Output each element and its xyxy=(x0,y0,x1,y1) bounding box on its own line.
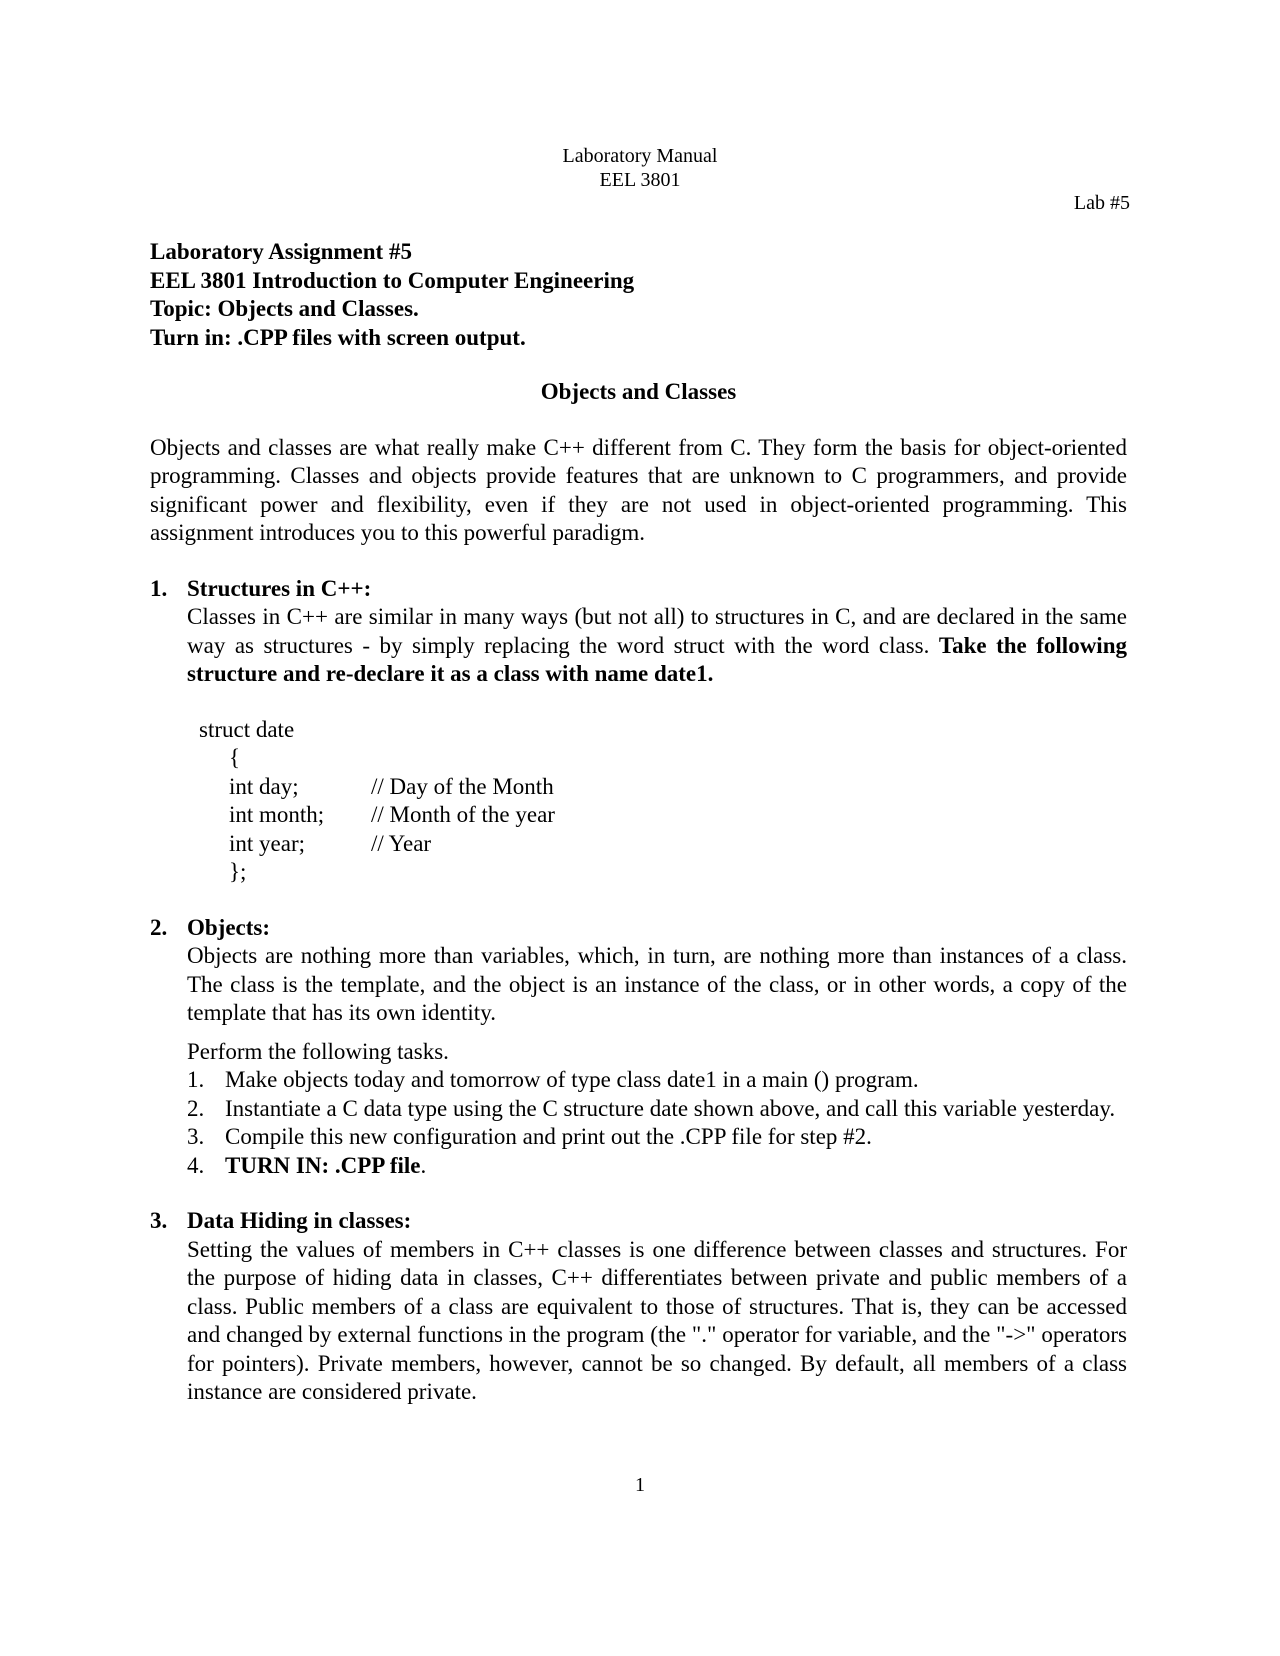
code-statement: int year; xyxy=(229,830,305,856)
section-title: Objects: xyxy=(187,914,271,940)
list-item xyxy=(187,1095,1127,1124)
code-statement: int day; xyxy=(229,773,299,799)
header-manual-title: Laboratory Manual xyxy=(562,145,718,167)
tasks-intro: Perform the following tasks. xyxy=(187,1038,449,1064)
section-instruction: Take the following structure and re-declare it as a class with name date1. xyxy=(187,632,1127,686)
list-item-text: TURN IN: .CPP file xyxy=(225,1152,421,1178)
code-close-brace: }; xyxy=(229,859,247,884)
list-item-text: Make objects today and tomorrow of type class date1 in a main () program. xyxy=(225,1067,919,1092)
code-comment: // Month of the year xyxy=(371,802,555,827)
section-data-hiding xyxy=(150,1207,1127,1407)
list-item-number: 4. xyxy=(187,1152,205,1178)
section-title: Structures in C++: xyxy=(187,575,372,601)
title-line: Laboratory Assignment #5 xyxy=(150,239,412,264)
task-list xyxy=(150,1066,1127,1180)
section-heading: Objects and Classes xyxy=(540,379,737,404)
section-number: 1. xyxy=(150,575,168,601)
intro-paragraph: Objects and classes are what really make C++ different from C. They form the basis for object-oriented programming. Classes and objects provide features that are unknown to C programmers, and provide significant power and flexibility, even if they are not used in object-oriented programming. This assignment introduces you to this powerful paradigm. xyxy=(150,434,1127,545)
document-body xyxy=(150,238,1127,1407)
header-course-code: EEL 3801 xyxy=(599,169,681,191)
title-line: Turn in: .CPP files with screen output. xyxy=(150,324,526,350)
code-comment: // Day of the Month xyxy=(371,773,554,799)
title-block xyxy=(150,238,1127,352)
section-text-plain: Classes in C++ are similar in many ways (but not all) to structures in C, and are declared in the same way as structures - by simply replacing the word struct with the word class. xyxy=(187,604,1127,658)
section-text: Objects are nothing more than variables, which, in turn, are nothing more than instances of a class. The class is the template, and the object is an instance of the class, or in other words, a copy of the template that has its own identity. xyxy=(187,943,1127,1025)
list-item-text: Compile this new configuration and print out the .CPP file for step #2. xyxy=(225,1124,872,1149)
page-number: 1 xyxy=(635,1474,645,1496)
section-text xyxy=(187,603,1127,689)
code-block xyxy=(187,716,1127,887)
code-line xyxy=(199,801,1127,830)
section-title: Data Hiding in classes: xyxy=(187,1208,412,1233)
title-line: Topic: Objects and Classes. xyxy=(150,296,419,321)
code-statement: int month; xyxy=(229,802,325,827)
code-declaration: struct date xyxy=(199,716,295,742)
list-item xyxy=(187,1152,1127,1181)
list-item-number: 2. xyxy=(187,1095,205,1121)
list-item xyxy=(187,1123,1127,1152)
list-item-text: Instantiate a C data type using the C structure date shown above, and call this variable yesterday. xyxy=(225,1095,1116,1121)
list-item-punctuation: . xyxy=(420,1152,427,1178)
list-item-number: 1. xyxy=(187,1067,205,1092)
section-text: Setting the values of members in C++ classes is one difference between classes and structures. For the purpose of hiding data in classes, C++ differentiates between private and public members of a class. Public members of a class are equivalent to those of structures. That is, they can be accessed and changed by external functions in the program (the "." operator for variable, and the "->" operators for pointers). Private members, however, cannot be so changed. By default, all members of a class instance are considered private. xyxy=(187,1236,1127,1404)
section-objects xyxy=(150,914,1127,1067)
section-structures xyxy=(150,575,1127,887)
code-line xyxy=(199,830,1127,859)
header-lab-number: Lab #5 xyxy=(1073,192,1130,214)
code-comment: // Year xyxy=(371,830,432,856)
section-number: 3. xyxy=(150,1208,168,1233)
section-number: 2. xyxy=(150,914,168,940)
code-line xyxy=(199,773,1127,802)
code-open-brace: { xyxy=(229,745,241,770)
list-item xyxy=(187,1066,1127,1095)
list-item-number: 3. xyxy=(187,1124,205,1149)
title-line: EEL 3801 Introduction to Computer Engineering xyxy=(150,267,635,293)
